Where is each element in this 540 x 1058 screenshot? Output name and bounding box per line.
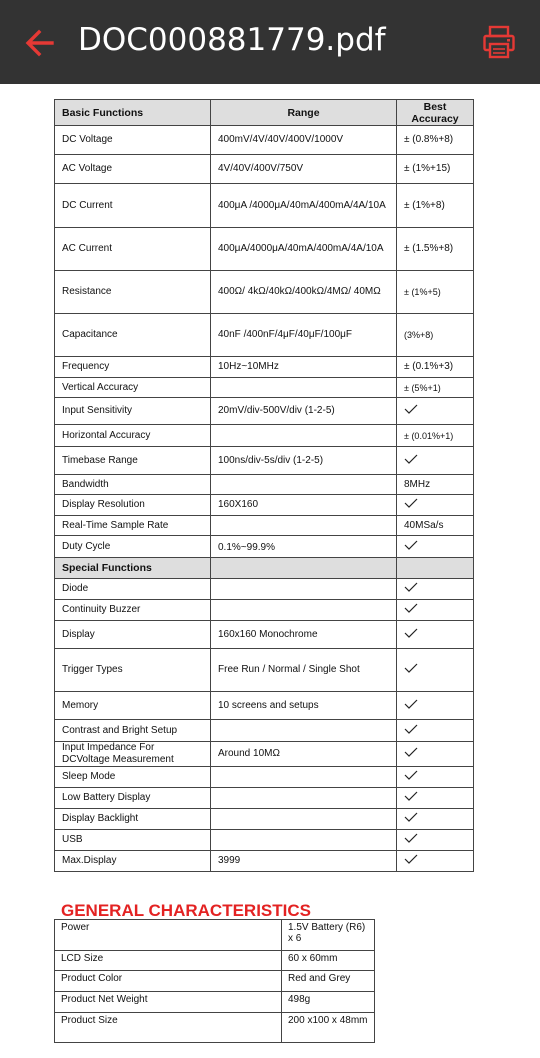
check-icon bbox=[404, 770, 418, 780]
function-name: AC Voltage bbox=[55, 155, 211, 184]
range-value: Free Run / Normal / Single Shot bbox=[211, 649, 397, 692]
check-cell bbox=[397, 536, 474, 558]
function-name: Memory bbox=[55, 692, 211, 720]
range-value: 400mV/4V/40V/400V/1000V bbox=[211, 126, 397, 155]
general-label: Product Net Weight bbox=[55, 992, 282, 1013]
table-row bbox=[55, 425, 474, 447]
table-row bbox=[55, 516, 474, 536]
accuracy-value: ± (0.8%+8) bbox=[397, 126, 474, 155]
function-name: Horizontal Accuracy bbox=[55, 425, 211, 447]
function-name: AC Current bbox=[55, 228, 211, 271]
range-value: 40nF /400nF/4μF/40μF/100μF bbox=[211, 314, 397, 357]
arrow-left-icon bbox=[22, 26, 58, 60]
special-functions-header-row bbox=[55, 558, 474, 579]
table-row bbox=[55, 809, 474, 830]
check-icon bbox=[404, 582, 418, 592]
table-row bbox=[55, 314, 474, 357]
table-row bbox=[55, 767, 474, 788]
table-row bbox=[55, 447, 474, 475]
function-name: Diode bbox=[55, 579, 211, 600]
table-row bbox=[55, 692, 474, 720]
check-cell bbox=[397, 830, 474, 851]
table-row bbox=[55, 398, 474, 425]
range-value: 3999 bbox=[211, 851, 397, 872]
range-value: 160X160 bbox=[211, 495, 397, 516]
function-name: Continuity Buzzer bbox=[55, 600, 211, 621]
printer-icon bbox=[482, 24, 516, 60]
check-cell bbox=[397, 692, 474, 720]
check-cell bbox=[397, 649, 474, 692]
function-name: Sleep Mode bbox=[55, 767, 211, 788]
table-row bbox=[55, 742, 474, 767]
table-row bbox=[55, 649, 474, 692]
function-name: Real-Time Sample Rate bbox=[55, 516, 211, 536]
table-row bbox=[55, 357, 474, 378]
table-row bbox=[55, 536, 474, 558]
general-row bbox=[55, 992, 375, 1013]
function-name: Bandwidth bbox=[55, 475, 211, 495]
check-icon bbox=[404, 724, 418, 734]
check-cell bbox=[397, 742, 474, 767]
function-name: Capacitance bbox=[55, 314, 211, 357]
range-value bbox=[211, 809, 397, 830]
check-icon bbox=[404, 699, 418, 709]
table-row bbox=[55, 378, 474, 398]
check-icon bbox=[404, 812, 418, 822]
header-empty-cell bbox=[397, 558, 474, 579]
function-name: Input Sensitivity bbox=[55, 398, 211, 425]
range-value: 400Ω/ 4kΩ/40kΩ/400kΩ/4MΩ/ 40MΩ bbox=[211, 271, 397, 314]
header-basic-functions: Basic Functions bbox=[55, 100, 211, 126]
function-name: Trigger Types bbox=[55, 649, 211, 692]
accuracy-value: ± (1%+5) bbox=[397, 271, 474, 314]
check-icon bbox=[404, 540, 418, 550]
accuracy-value: 40MSa/s bbox=[397, 516, 474, 536]
table-row bbox=[55, 788, 474, 809]
general-table bbox=[54, 919, 375, 1043]
general-row bbox=[55, 951, 375, 971]
range-value: 4V/40V/400V/750V bbox=[211, 155, 397, 184]
table-row bbox=[55, 228, 474, 271]
table-row bbox=[55, 600, 474, 621]
general-label: Product Color bbox=[55, 971, 282, 992]
range-value bbox=[211, 830, 397, 851]
table-row bbox=[55, 184, 474, 228]
range-value bbox=[211, 579, 397, 600]
function-name: Display bbox=[55, 621, 211, 649]
table-row bbox=[55, 720, 474, 742]
range-value bbox=[211, 425, 397, 447]
function-name: DC Current bbox=[55, 184, 211, 228]
spec-table bbox=[54, 99, 474, 872]
function-name: Vertical Accuracy bbox=[55, 378, 211, 398]
range-value bbox=[211, 767, 397, 788]
check-icon bbox=[404, 498, 418, 508]
general-characteristics-title: GENERAL CHARACTERISTICS bbox=[61, 901, 311, 920]
general-row bbox=[55, 920, 375, 951]
check-icon bbox=[404, 854, 418, 864]
accuracy-value: ± (0.01%+1) bbox=[397, 425, 474, 447]
function-name: Display Backlight bbox=[55, 809, 211, 830]
check-icon bbox=[404, 791, 418, 801]
range-value bbox=[211, 378, 397, 398]
table-row bbox=[55, 495, 474, 516]
general-row bbox=[55, 1013, 375, 1043]
check-cell bbox=[397, 621, 474, 649]
check-icon bbox=[404, 404, 418, 414]
function-name: Contrast and Bright Setup bbox=[55, 720, 211, 742]
back-button[interactable] bbox=[22, 26, 58, 60]
range-value: 160x160 Monochrome bbox=[211, 621, 397, 649]
general-label: Product Size bbox=[55, 1013, 282, 1043]
range-value: 20mV/div-500V/div (1-2-5) bbox=[211, 398, 397, 425]
accuracy-value: ± (1.5%+8) bbox=[397, 228, 474, 271]
function-name: Timebase Range bbox=[55, 447, 211, 475]
accuracy-value: ± (0.1%+3) bbox=[397, 357, 474, 378]
function-name: Frequency bbox=[55, 357, 211, 378]
range-value bbox=[211, 516, 397, 536]
range-value bbox=[211, 475, 397, 495]
function-name: Low Battery Display bbox=[55, 788, 211, 809]
function-name: Input Impedance For DCVoltage Measurement bbox=[55, 742, 211, 767]
table-header-row bbox=[55, 100, 474, 126]
accuracy-value: 8MHz bbox=[397, 475, 474, 495]
header-special-functions: Special Functions bbox=[55, 558, 211, 579]
table-row bbox=[55, 155, 474, 184]
document-title: DOC000881779.pdf bbox=[78, 22, 386, 58]
function-name: Max.Display bbox=[55, 851, 211, 872]
check-cell bbox=[397, 851, 474, 872]
function-name: DC Voltage bbox=[55, 126, 211, 155]
range-value: 100ns/div-5s/div (1-2-5) bbox=[211, 447, 397, 475]
table-row bbox=[55, 579, 474, 600]
check-cell bbox=[397, 788, 474, 809]
check-icon bbox=[404, 833, 418, 843]
range-value: 10Hz~10MHz bbox=[211, 357, 397, 378]
range-value: 10 screens and setups bbox=[211, 692, 397, 720]
function-name: Display Resolution bbox=[55, 495, 211, 516]
check-cell bbox=[397, 600, 474, 621]
accuracy-value: ± (1%+8) bbox=[397, 184, 474, 228]
header-best-accuracy: Best Accuracy bbox=[397, 100, 474, 126]
general-value: 60 x 60mm bbox=[282, 951, 375, 971]
general-value: 498g bbox=[282, 992, 375, 1013]
check-icon bbox=[404, 454, 418, 464]
check-icon bbox=[404, 628, 418, 638]
check-cell bbox=[397, 579, 474, 600]
range-value bbox=[211, 600, 397, 621]
check-cell bbox=[397, 720, 474, 742]
function-name: Duty Cycle bbox=[55, 536, 211, 558]
header-range: Range bbox=[211, 100, 397, 126]
range-value: 400μA /4000μA/40mA/400mA/4A/10A bbox=[211, 184, 397, 228]
range-value: Around 10MΩ bbox=[211, 742, 397, 767]
range-value bbox=[211, 788, 397, 809]
table-row bbox=[55, 475, 474, 495]
check-cell bbox=[397, 767, 474, 788]
general-label: LCD Size bbox=[55, 951, 282, 971]
accuracy-value: (3%+8) bbox=[397, 314, 474, 357]
general-label: Power bbox=[55, 920, 282, 951]
print-button[interactable] bbox=[482, 24, 516, 60]
range-value: 0.1%~99.9% bbox=[211, 536, 397, 558]
range-value bbox=[211, 720, 397, 742]
check-cell bbox=[397, 495, 474, 516]
table-row bbox=[55, 830, 474, 851]
table-row bbox=[55, 851, 474, 872]
range-value: 400μA/4000μA/40mA/400mA/4A/10A bbox=[211, 228, 397, 271]
app-bar bbox=[0, 0, 540, 84]
general-value: 1.5V Battery (R6) x 6 bbox=[282, 920, 375, 951]
general-value: 200 x100 x 48mm bbox=[282, 1013, 375, 1043]
header-empty-cell bbox=[211, 558, 397, 579]
accuracy-value: ± (5%+1) bbox=[397, 378, 474, 398]
general-value: Red and Grey bbox=[282, 971, 375, 992]
check-icon bbox=[404, 663, 418, 673]
general-row bbox=[55, 971, 375, 992]
check-cell bbox=[397, 447, 474, 475]
pdf-page[interactable] bbox=[0, 84, 540, 1058]
table-row bbox=[55, 621, 474, 649]
check-icon bbox=[404, 603, 418, 613]
table-row bbox=[55, 271, 474, 314]
check-cell bbox=[397, 398, 474, 425]
check-cell bbox=[397, 809, 474, 830]
function-name: USB bbox=[55, 830, 211, 851]
check-icon bbox=[404, 747, 418, 757]
table-row bbox=[55, 126, 474, 155]
function-name: Resistance bbox=[55, 271, 211, 314]
accuracy-value: ± (1%+15) bbox=[397, 155, 474, 184]
